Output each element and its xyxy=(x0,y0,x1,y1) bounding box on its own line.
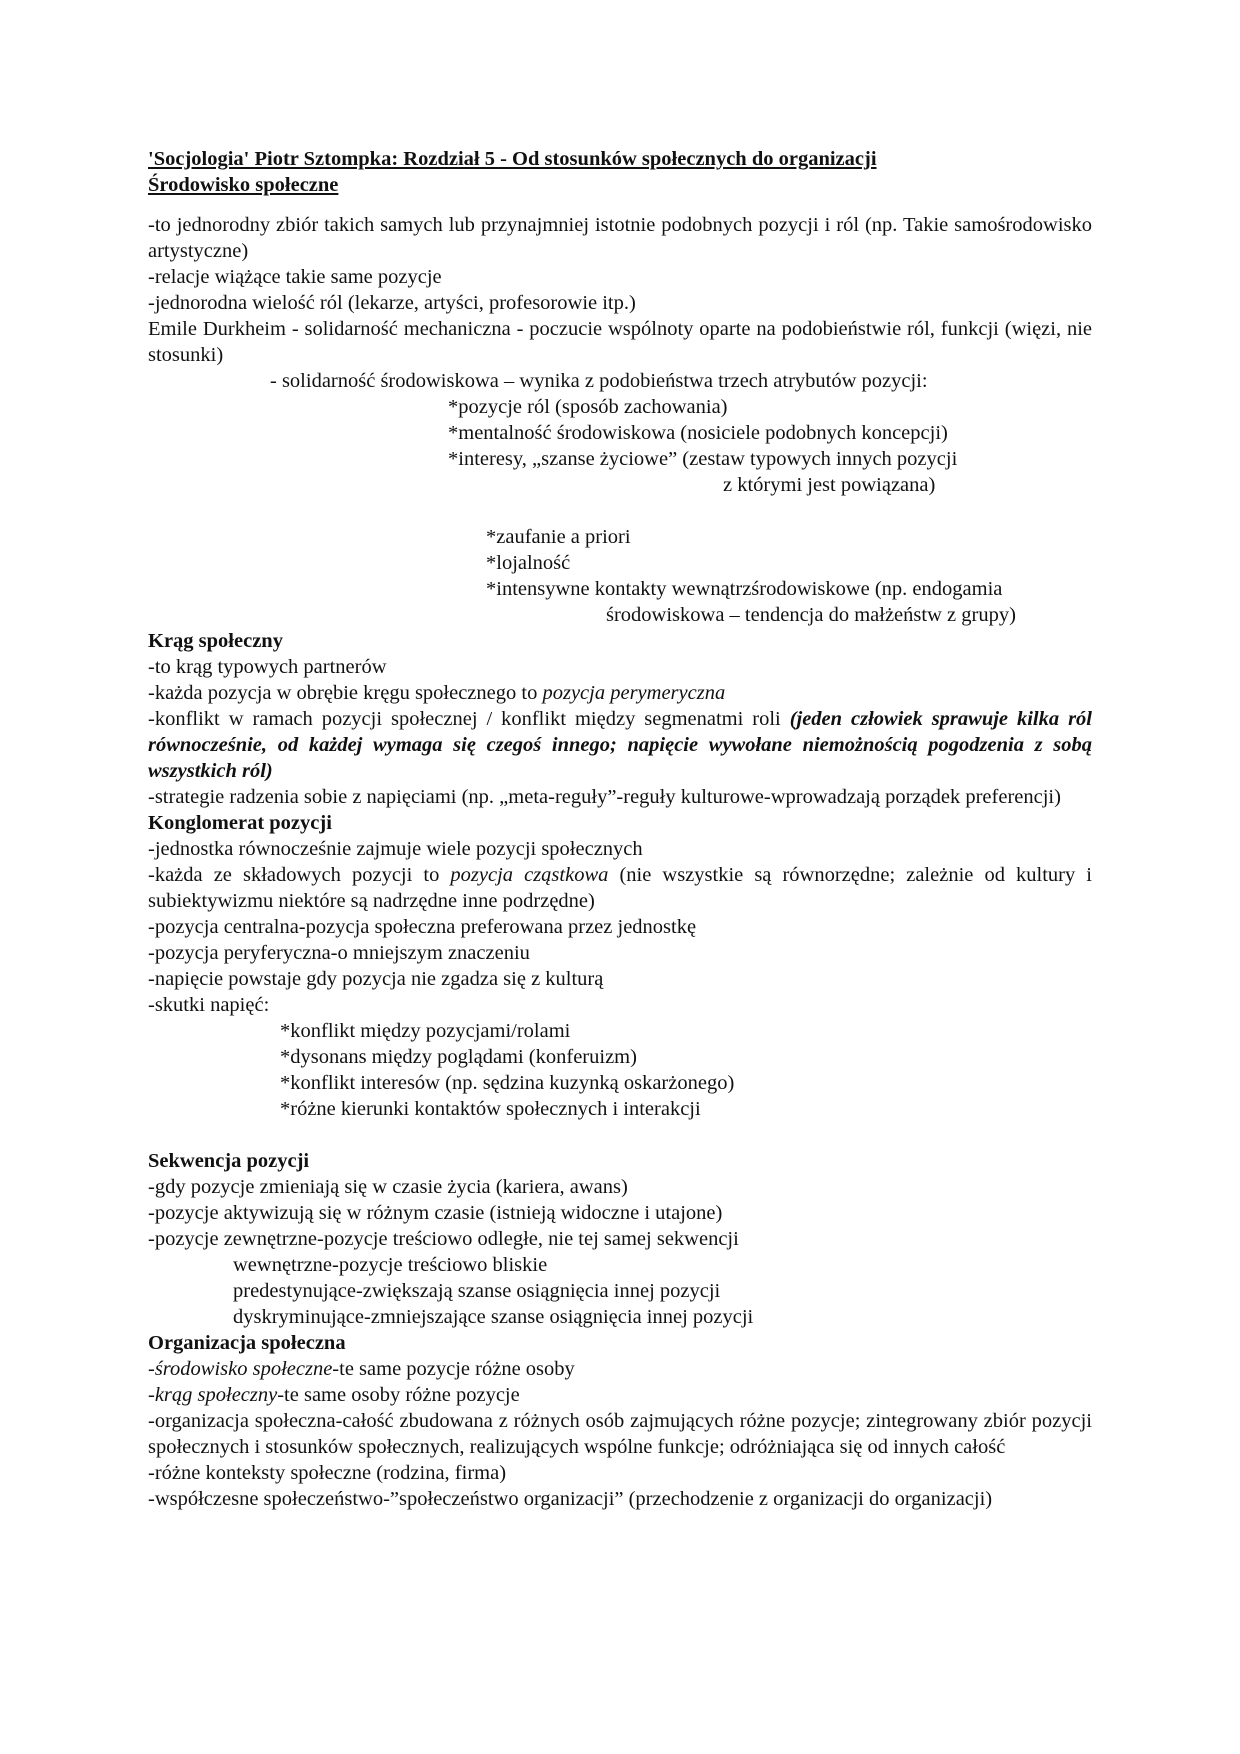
paragraph xyxy=(148,706,1092,784)
paragraph: -relacje wiążące takie same pozycje xyxy=(148,266,442,288)
paragraph: -organizacja społeczna-całość zbudowana z różnych osób zajmujących różne pozycje; zintegrowany zbiór pozycji społecznych i stosunków społecznych, realizujących wspólne funkcje; odróżniająca się od innych całość xyxy=(148,1410,1092,1458)
list-item-continuation: z którymi jest powiązana) xyxy=(723,474,936,496)
emphasis-text: -środowisko społeczne xyxy=(148,1358,333,1380)
list-item: *konflikt interesów (np. sędzina kuzynką oskarżonego) xyxy=(280,1072,735,1094)
list-item: wewnętrzne-pozycje treściowo bliskie xyxy=(233,1254,548,1276)
section-heading-krag: Krąg społeczny xyxy=(148,630,283,652)
paragraph xyxy=(148,1356,1092,1382)
paragraph: - solidarność środowiskowa – wynika z podobieństwa trzech atrybutów pozycji: xyxy=(270,370,928,392)
paragraph: -pozycja centralna-pozycja społeczna preferowana przez jednostkę xyxy=(148,916,697,938)
paragraph: -jednorodna wielość ról (lekarze, artyści, profesorowie itp.) xyxy=(148,292,636,314)
paragraph: -pozycja peryferyczna-o mniejszym znaczeniu xyxy=(148,942,530,964)
document-body xyxy=(148,146,1092,1512)
text: -te same pozycje różne osoby xyxy=(332,1358,575,1380)
document-title: 'Socjologia' Piotr Sztompka: Rozdział 5 - Od stosunków społecznych do organizacji xyxy=(148,148,877,170)
paragraph: -to jednorodny zbiór takich samych lub przynajmniej istotnie podobnych pozycji i ról (np. Takie samośrodowisko artystyczne) xyxy=(148,214,1092,262)
list-item: *mentalność środowiskowa (nosiciele podobnych koncepcji) xyxy=(448,422,948,444)
list-item: *zaufanie a priori xyxy=(486,526,631,548)
paragraph: -pozycje aktywizują się w różnym czasie (istnieją widoczne i utajone) xyxy=(148,1202,723,1224)
text: -konflikt w ramach pozycji społecznej / konflikt między segmenatmi roli xyxy=(148,708,790,730)
text: (nie wszystkie są równorzędne; zależnie od kultury i subiektywizmu niektóre są nadrzędne inne podrzędne) xyxy=(148,864,1093,912)
list-item: *pozycje ról (sposób zachowania) xyxy=(448,396,728,418)
paragraph: -gdy pozycje zmieniają się w czasie życia (kariera, awans) xyxy=(148,1176,628,1198)
emphasis-text: pozycja cząstkowa xyxy=(450,864,609,886)
list-item: *dysonans między poglądami (konferuizm) xyxy=(280,1046,637,1068)
paragraph xyxy=(148,862,1092,914)
list-item: *interesy, „szanse życiowe” (zestaw typowych innych pozycji xyxy=(448,448,958,470)
section-heading-konglomerat: Konglomerat pozycji xyxy=(148,812,332,834)
emphasis-text: -krąg społeczny xyxy=(148,1384,278,1406)
section-heading-organizacja: Organizacja społeczna xyxy=(148,1332,346,1354)
emphasis-text: (jeden człowiek sprawuje kilka ról równocześnie, od każdej wymaga się czegoś innego; napięcie wywołane niemożnością pogodzenia z sobą wszystkich ról) xyxy=(148,708,1092,782)
list-item: dyskryminujące-zmniejszające szanse osiągnięcia innej pozycji xyxy=(233,1306,754,1328)
text: -każda ze składowych pozycji to xyxy=(148,864,451,886)
paragraph: -skutki napięć: xyxy=(148,994,270,1016)
paragraph: -różne konteksty społeczne (rodzina, firma) xyxy=(148,1462,507,1484)
list-item: predestynujące-zwiększają szanse osiągnięcia innej pozycji xyxy=(233,1280,721,1302)
emphasis-text: pozycja perymeryczna xyxy=(542,682,726,704)
list-item: *intensywne kontakty wewnątrzśrodowiskowe (np. endogamia xyxy=(486,578,1003,600)
paragraph: -jednostka równocześnie zajmuje wiele pozycji społecznych xyxy=(148,838,643,860)
paragraph: -napięcie powstaje gdy pozycja nie zgadza się z kulturą xyxy=(148,968,604,990)
paragraph: -to krąg typowych partnerów xyxy=(148,656,387,678)
list-item: *konflikt między pozycjami/rolami xyxy=(280,1020,571,1042)
section-heading-sekwencja: Sekwencja pozycji xyxy=(148,1150,310,1172)
paragraph: -strategie radzenia sobie z napięciami (np. „meta-reguły”-reguły kulturowe-wprowadzają porządek preferencji) xyxy=(148,786,1061,808)
section-heading-srodowisko: Środowisko społeczne xyxy=(148,174,339,196)
list-item: *różne kierunki kontaktów społecznych i interakcji xyxy=(280,1098,701,1120)
paragraph xyxy=(148,680,1092,706)
list-item-continuation: środowiskowa – tendencja do małżeństw z grupy) xyxy=(606,604,1016,626)
paragraph: -pozycje zewnętrzne-pozycje treściowo odległe, nie tej samej sekwencji xyxy=(148,1228,739,1250)
text: -każda pozycja w obrębie kręgu społecznego to xyxy=(148,682,543,704)
text: -te same osoby różne pozycje xyxy=(277,1384,520,1406)
list-item: *lojalność xyxy=(486,552,571,574)
paragraph: Emile Durkheim - solidarność mechaniczna - poczucie wspólnoty oparte na podobieństwie ról, funkcji (więzi, nie stosunki) xyxy=(148,318,1092,366)
paragraph xyxy=(148,1382,1092,1408)
paragraph: -współczesne społeczeństwo-”społeczeństwo organizacji” (przechodzenie z organizacji do organizacji) xyxy=(148,1488,993,1510)
